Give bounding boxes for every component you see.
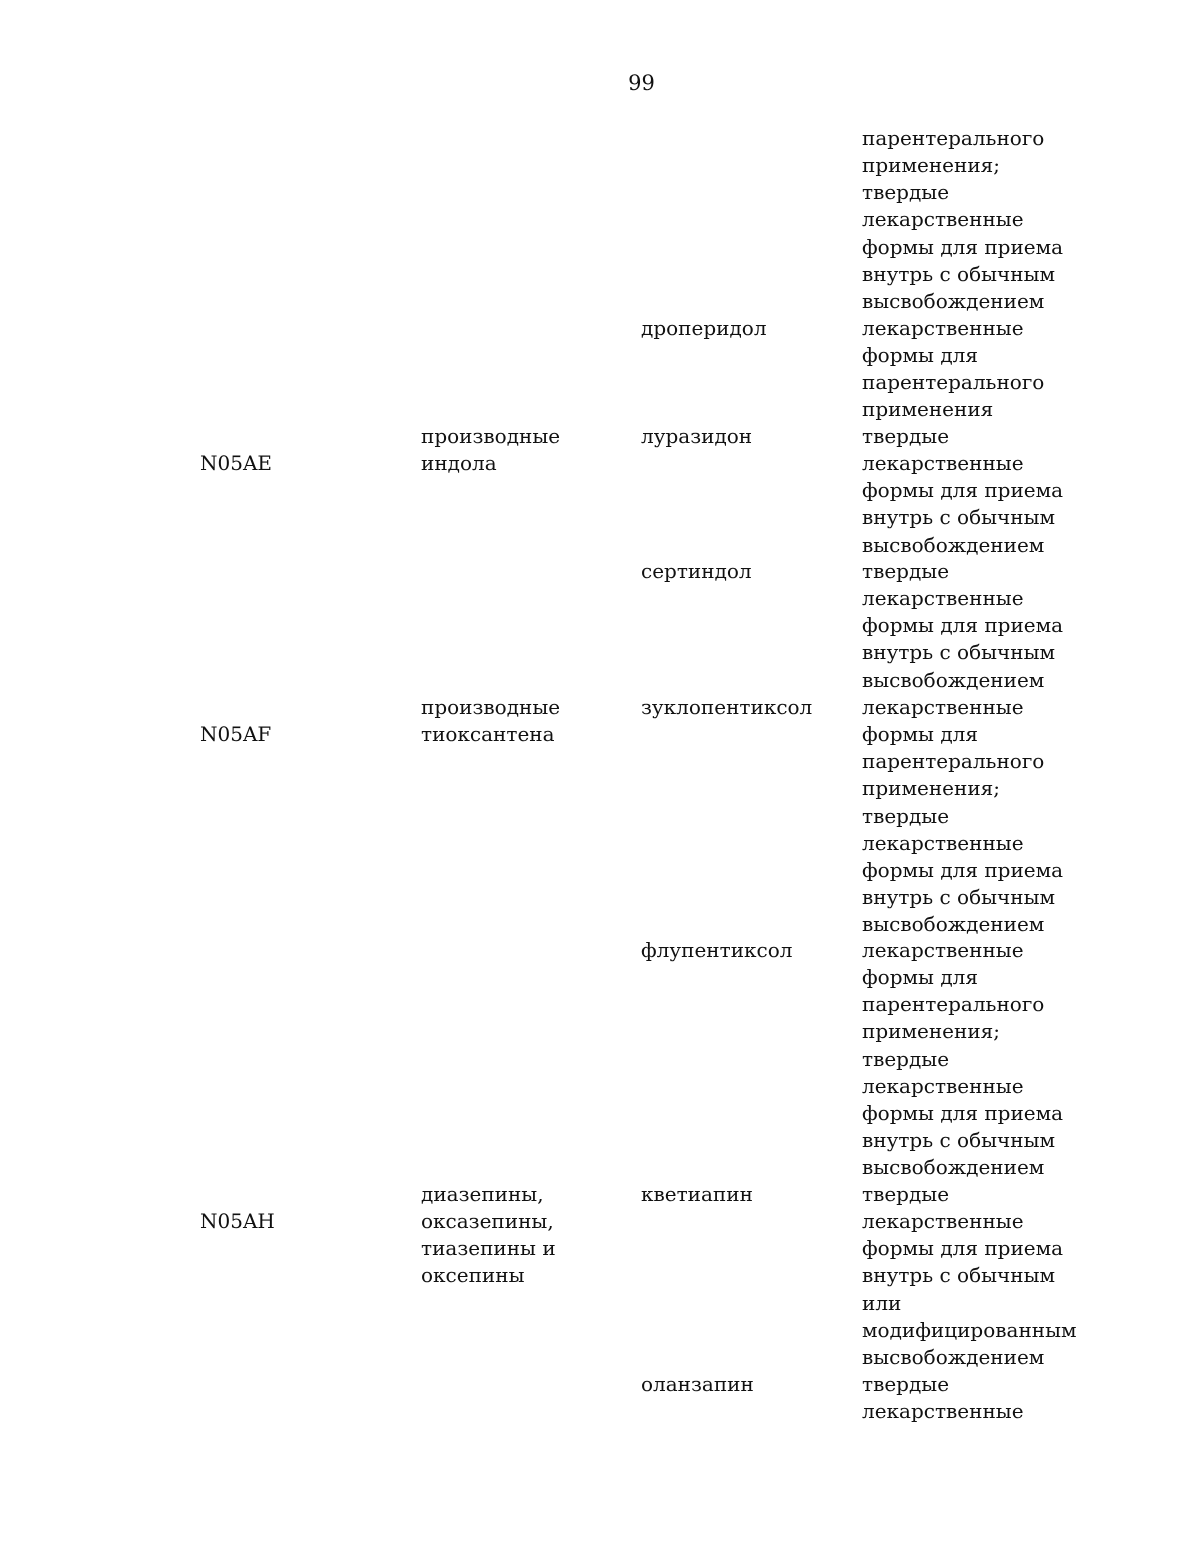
drug-name-flupentixol: флупентиксол (641, 938, 793, 962)
drug-name-quetiapine: кветиапин (641, 1182, 753, 1206)
group-name-n05ah: диазепины, оксазепины, тиазепины и оксепины (421, 1182, 556, 1288)
dosage-form-sertindole: твердые лекарственные формы для приема внутрь с обычным высвобождением (862, 559, 1064, 692)
drug-name-lurasidone: луразидон (641, 424, 753, 448)
group-name-n05ae: производные индола (421, 424, 561, 476)
dosage-form-zuclopenthixol: лекарственные формы для парентерального применения; твердые лекарственные формы для приема внутрь с обычным высвобождением (862, 695, 1064, 937)
dosage-form-olanzapine: твердые лекарственные (862, 1372, 1024, 1424)
group-name-n05af: производные тиоксантена (421, 695, 561, 747)
drug-name-droperidol: дроперидол (641, 316, 767, 340)
dosage-form-lurasidone: твердые лекарственные формы для приема внутрь с обычным высвобождением (862, 424, 1064, 557)
drug-name-zuclopenthixol: зуклопентиксол (641, 695, 813, 719)
dosage-form-quetiapine: твердые лекарственные формы для приема внутрь с обычным или модифицированным высвобождением (862, 1182, 1077, 1369)
atc-code-n05ae: N05AE (200, 451, 272, 475)
atc-code-n05af: N05AF (200, 722, 272, 746)
drug-name-sertindole: сертиндол (641, 559, 752, 583)
dosage-form-flupentixol: лекарственные формы для парентерального применения; твердые лекарственные формы для приема внутрь с обычным высвобождением (862, 938, 1064, 1180)
atc-code-n05ah: N05AH (200, 1209, 275, 1233)
dosage-form-droperidol: лекарственные формы для парентерального применения (862, 316, 1045, 422)
page-number: 99 (628, 71, 655, 95)
dosage-form-continuation: парентерального применения; твердые лекарственные формы для приема внутрь с обычным высвобождением (862, 126, 1064, 313)
drug-name-olanzapine: оланзапин (641, 1372, 754, 1396)
